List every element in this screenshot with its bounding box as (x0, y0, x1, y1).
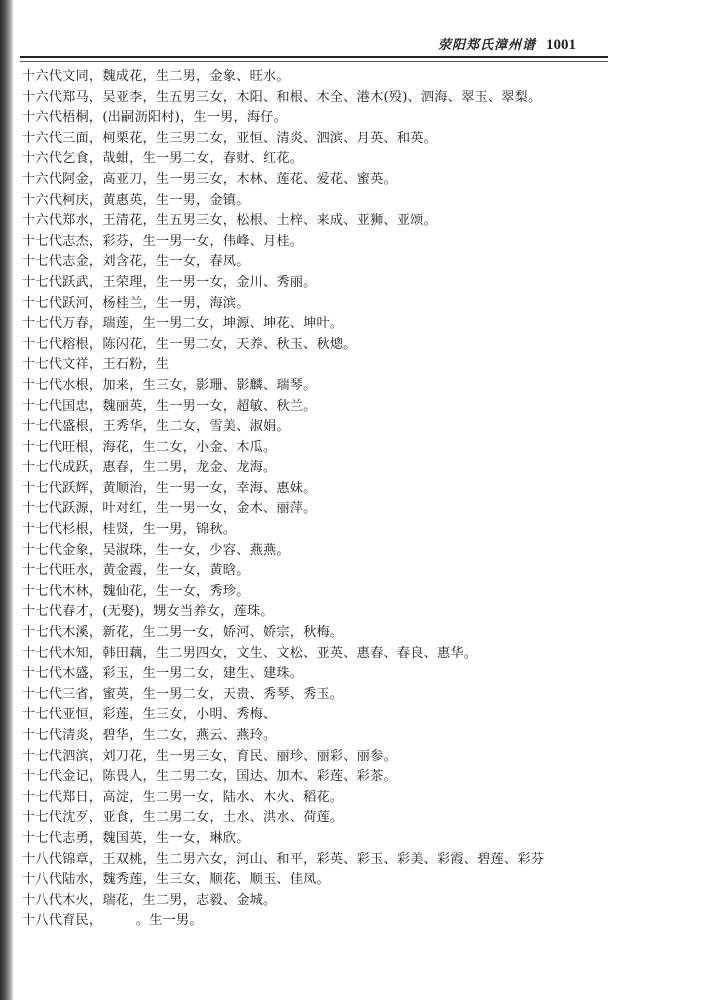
genealogy-entry: 十六代梧桐，(出嗣沥阳村)，生一男，海仔。 (22, 110, 288, 126)
genealogy-entry: 十七代志金，刘含花，生一女，春凤。 (22, 254, 250, 270)
genealogy-entry: 十七代盛根，王秀华，生二女，雪美、淑娟。 (22, 419, 290, 435)
book-title: 荥阳郑氏漳州谱 (438, 38, 537, 53)
genealogy-entry: 十七代志杰，彩芬，生一男一女，伟峰、月桂。 (22, 233, 304, 249)
genealogy-entry: 十七代杉根，桂贤，生一男，锦秋。 (22, 522, 237, 538)
genealogy-entry: 十七代木林，魏仙花，生一女，秀珍。 (22, 583, 250, 599)
genealogy-entry: 十六代柯庆，黄惠英，生一男，金镇。 (22, 192, 250, 208)
genealogy-entry: 十七代国忠，魏丽英，生一男一女，超敏、秋兰。 (22, 398, 317, 414)
genealogy-entry: 十七代木盛，彩玉，生一男二女，建生、建珠。 (22, 666, 304, 682)
genealogy-entry: 十七代金记，陈畏人，生二男二女，国达、加木、彩莲、彩茶。 (22, 769, 397, 785)
genealogy-entry: 十七代跃辉，黄顺治，生一男一女，幸海、惠妹。 (22, 480, 317, 496)
genealogy-entry: 十七代志勇，魏国英，生一女，琳欣。 (22, 830, 250, 846)
genealogy-entry: 十七代泗滨，刘刀花，生一男三女，育民、丽珍、丽彩、丽参。 (22, 748, 397, 764)
genealogy-entry: 十七代跃武，王荣理，生一男一女，金川、秀丽。 (22, 274, 317, 290)
genealogy-entry: 十六代阿金，高亚刀，生一男三女，木林、莲花、爱花、蜜英。 (22, 171, 397, 187)
scan-shadow-edge (0, 0, 14, 1000)
genealogy-entry: 十七代榕根，陈闪花，生一男二女，天养、秋玉、秋熜。 (22, 336, 357, 352)
genealogy-entry: 十六代郑马，吴亚李，生五男三女，木阳、和根、木全、港木(殁)、泗海、翠玉、翠梨。 (22, 89, 542, 105)
genealogy-entry: 十七代万春，瑞莲，生一男二女，坤源、坤花、坤叶。 (22, 316, 344, 332)
header-rule (20, 56, 608, 58)
genealogy-entry: 十七代金象，吴淑珠，生一女，少容、燕燕。 (22, 542, 290, 558)
genealogy-entry: 十七代亚恒，彩莲，生三女，小明、秀梅、 (22, 707, 277, 723)
genealogy-entry: 十六代郑水，王清花，生五男三女，松根、土梓、来成、亚狮、亚颂。 (22, 213, 438, 229)
genealogy-entry: 十七代水根，加来，生三女，影珊、影麟、瑞琴。 (22, 377, 317, 393)
genealogy-entry: 十八代锦章，王双桃，生二男六女，河山、和平，彩英、彩玉、彩美、彩霞、碧莲、彩芬 (22, 851, 545, 867)
page-header (438, 34, 608, 54)
genealogy-entry: 十七代清炎，碧华，生二女，燕云、燕玲。 (22, 728, 277, 743)
header-rule-thin (20, 61, 608, 62)
genealogy-entry: 十七代旺水，黄金霞，生一女，黄晗。 (22, 563, 250, 579)
genealogy-entry: 十七代沈歹，亚食，生二男二女，土水、洪水、荷莲。 (22, 810, 344, 826)
genealogy-entry: 十八代育民， 。生一男。 (22, 913, 203, 929)
genealogy-entry: 十七代木溪，新花，生二男一女，娇河、娇宗，秋梅。 (22, 625, 344, 641)
genealogy-entry: 十七代跃源，叶对红，生一男一女，金木、丽萍。 (22, 501, 317, 517)
genealogy-entry-list (22, 67, 622, 932)
page-number: 1001 (546, 37, 577, 53)
genealogy-entry: 十六代三面，柯栗花，生三男二女，亚恒、清炎、泗滨、月英、和英。 (22, 130, 438, 146)
genealogy-entry: 十七代木知，韩田藕，生二男四女，文生、文松、亚英、惠春、春良、惠华。 (22, 645, 478, 661)
genealogy-entry: 十七代成跃，惠春，生二男，龙金、龙海。 (22, 460, 277, 476)
genealogy-entry: 十七代旺根，海花，生二女，小金、木瓜。 (22, 439, 277, 455)
genealogy-entry: 十七代春才，(无娶)，甥女当养女，莲珠。 (22, 604, 274, 620)
genealogy-entry: 十七代跃河，杨桂兰，生一男，海滨。 (22, 295, 250, 311)
genealogy-entry: 十七代文祥，王石粉，生 (22, 357, 170, 373)
genealogy-entry: 十六代乞食，哉蚶，生一男二女，春财、红花。 (22, 151, 304, 167)
genealogy-entry: 十八代陆水，魏秀莲，生三女，顺花、顺玉、佳凤。 (22, 872, 330, 888)
genealogy-entry: 十六代文同，魏成花，生二男，金象、旺水。 (22, 69, 290, 84)
genealogy-entry: 十七代郑日，高淀，生二男一女，陆水、木火、稻花。 (22, 789, 344, 805)
genealogy-entry: 十七代三省，蜜英，生一男二女，天贵、秀琴、秀玉。 (22, 686, 344, 702)
genealogy-entry: 十八代木火，瑞花，生二男，志毅、金城。 (22, 892, 277, 908)
